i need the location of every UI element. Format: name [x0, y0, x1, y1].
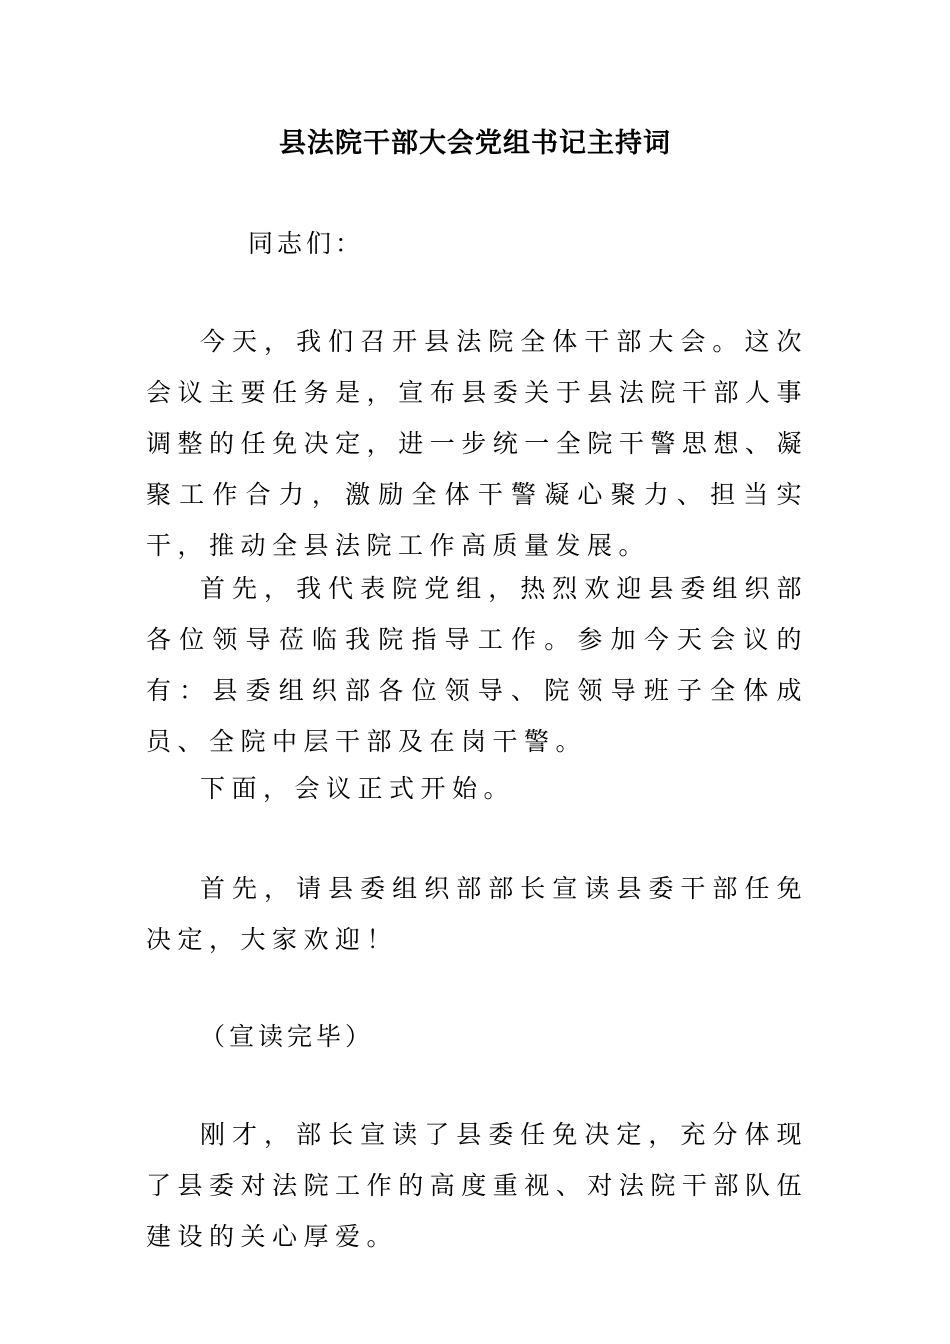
paragraph-3: 下面，会议正式开始。 — [200, 774, 516, 803]
paragraph-2: 首先，我代表院党组，热烈欢迎县委组织部各位领导莅临我院指导工作。参加今天会议的有：县委组织部各位领导、院领导班子全体成员、全院中层干部及在岗干警。 — [146, 574, 808, 756]
paragraph-1: 今天，我们召开县法院全体干部大会。这次会议主要任务是，宣布县委关于县法院干部人事调整的任免决定，进一步统一全院干警思想、凝聚工作合力，激励全体干警凝心聚力、担当实干，推动全县法院工作高质量发展。 — [146, 327, 808, 560]
document-title: 县法院干部大会党组书记主持词 — [279, 128, 671, 159]
salutation: 同志们： — [248, 229, 365, 258]
paragraph-5: （宣读完毕） — [200, 1022, 375, 1051]
paragraph-4: 首先，请县委组织部部长宣读县委干部任免决定，大家欢迎！ — [146, 874, 808, 954]
paragraph-6: 刚才，部长宣读了县委任免决定，充分体现了县委对法院工作的高度重视、对法院干部队伍建设的关心厚爱。 — [146, 1120, 808, 1251]
